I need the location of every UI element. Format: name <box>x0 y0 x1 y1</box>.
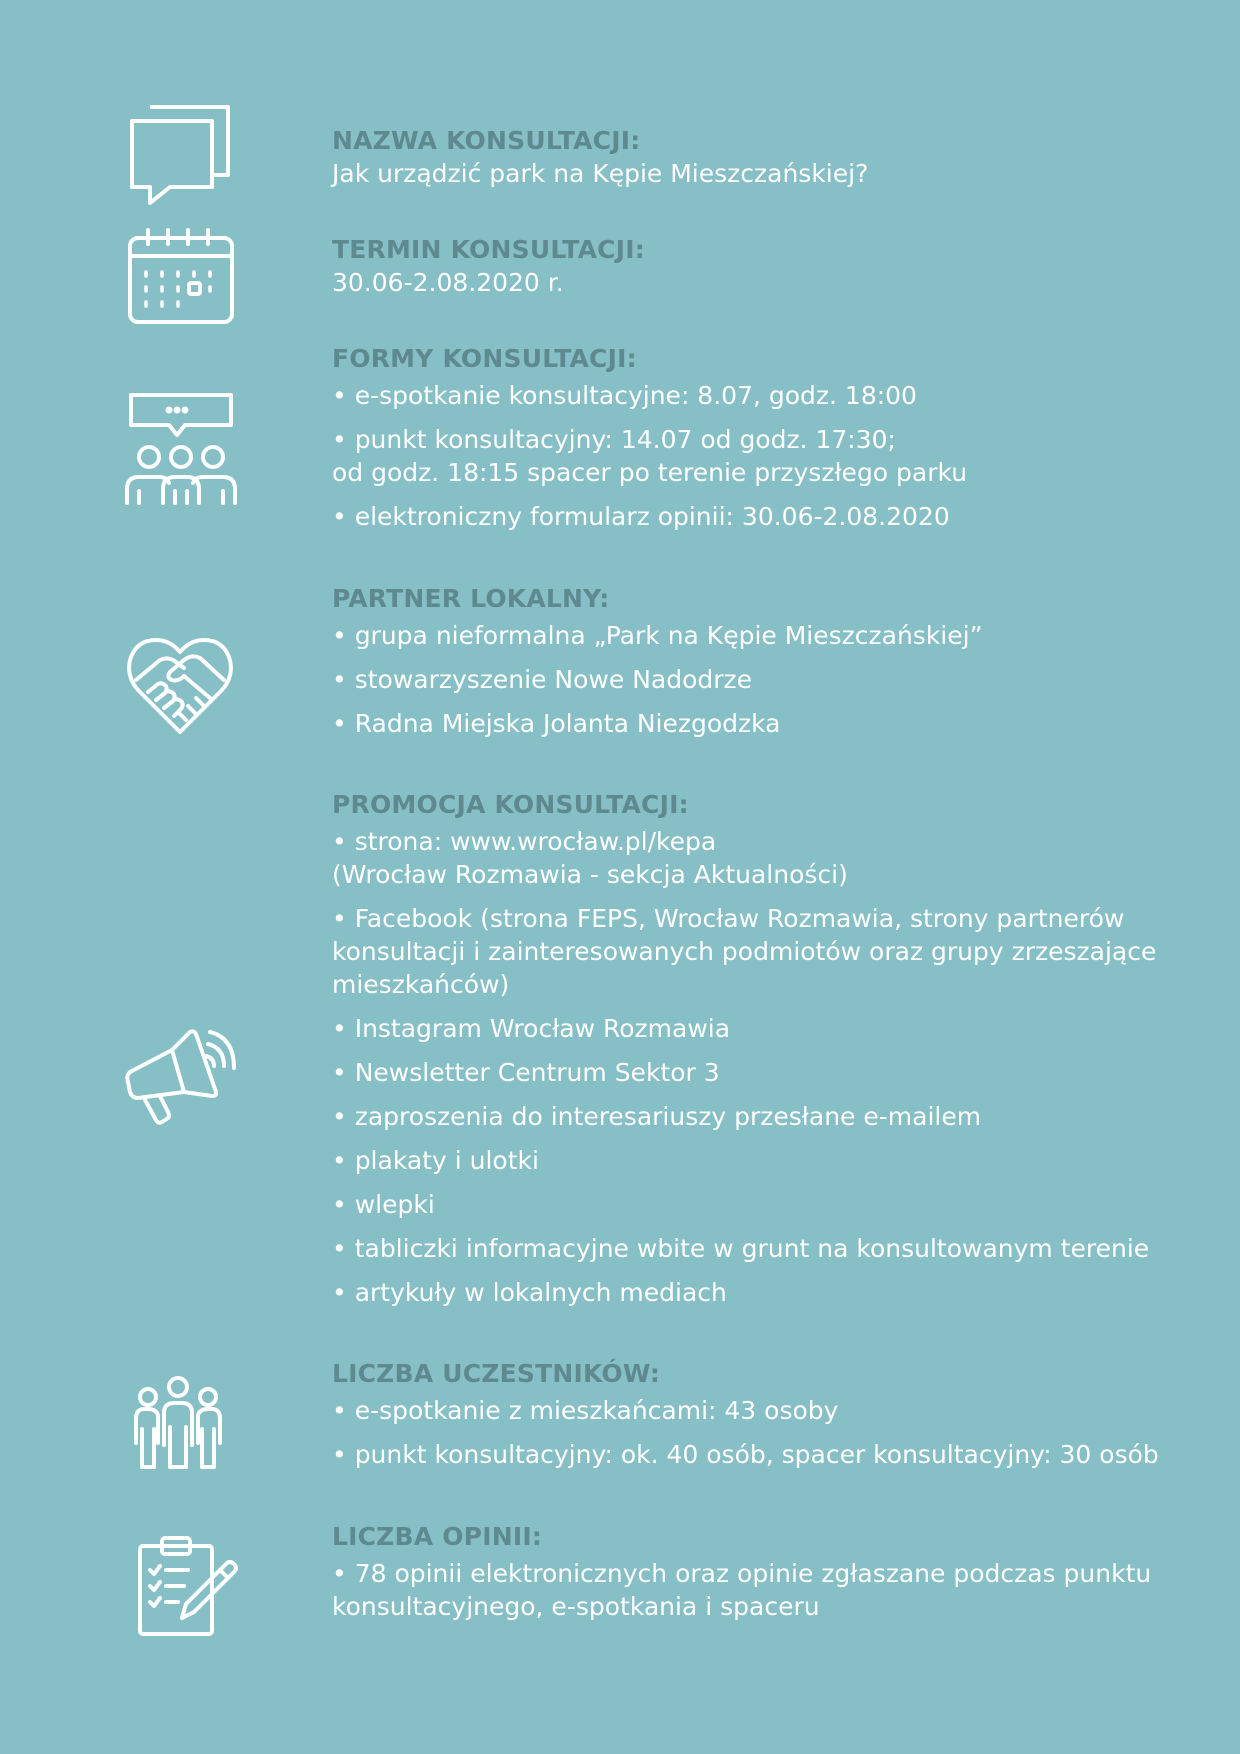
people-discussion-icon <box>125 393 237 505</box>
list-item <box>332 1394 1202 1427</box>
list-item <box>332 619 1202 652</box>
item-line: • e-spotkanie konsultacyjne: 8.07, godz. 18:00 <box>332 381 917 410</box>
item-line: • Radna Miejska Jolanta Niezgodzka <box>332 709 781 738</box>
list-item <box>332 1438 1202 1471</box>
section-heading: PROMOCJA KONSULTACJI: <box>332 790 689 819</box>
section-forms <box>332 342 1202 533</box>
item-line: od godz. 18:15 spacer po terenie przyszłego parku <box>332 458 968 487</box>
list-item <box>332 1232 1202 1265</box>
megaphone-icon <box>124 1028 238 1128</box>
item-line: • artykuły w lokalnych mediach <box>332 1278 727 1307</box>
list-item <box>332 1276 1202 1309</box>
item-line: • grupa nieformalna „Park na Kępie Mieszczańskiej” <box>332 621 983 650</box>
list-item <box>332 1144 1202 1177</box>
item-line: • strona: www.wrocław.pl/kepa <box>332 827 717 856</box>
section-heading: LICZBA UCZESTNIKÓW: <box>332 1359 661 1388</box>
section-name <box>332 124 1202 190</box>
list-item <box>332 902 1202 1001</box>
section-heading: FORMY KONSULTACJI: <box>332 344 637 373</box>
section-heading: NAZWA KONSULTACJI: <box>332 126 641 155</box>
item-line: konsultacyjnego, e-spotkania i spaceru <box>332 1592 820 1621</box>
item-line: mieszkańców) <box>332 970 510 999</box>
list-item <box>332 663 1202 696</box>
section-promotion <box>332 788 1202 1309</box>
section-heading: LICZBA OPINII: <box>332 1522 543 1551</box>
speech-bubbles-icon <box>128 105 232 209</box>
list-item <box>332 1056 1202 1089</box>
consultation-term: 30.06-2.08.2020 r. <box>332 268 564 297</box>
group-people-icon <box>132 1375 224 1469</box>
item-line: • 78 opinii elektronicznych oraz opinie zgłaszane podczas punktu <box>332 1559 1152 1588</box>
list-item <box>332 1012 1202 1045</box>
item-line: konsultacji i zainteresowanych podmiotów oraz grupy zrzeszające <box>332 937 1157 966</box>
item-line: • e-spotkanie z mieszkańcami: 43 osoby <box>332 1396 839 1425</box>
list-item <box>332 1188 1202 1221</box>
item-line: • Instagram Wrocław Rozmawia <box>332 1014 731 1043</box>
item-line: • tabliczki informacyjne wbite w grunt na konsultowanym terenie <box>332 1234 1150 1263</box>
item-line: • wlepki <box>332 1190 435 1219</box>
list-item <box>332 707 1202 740</box>
section-opinions <box>332 1520 1202 1623</box>
list-item <box>332 1100 1202 1133</box>
clipboard-checklist-icon <box>138 1536 238 1636</box>
heart-handshake-icon <box>126 636 234 736</box>
consultation-name: Jak urządzić park na Kępie Mieszczańskiej? <box>332 159 869 188</box>
item-line: • punkt konsultacyjny: ok. 40 osób, spacer konsultacyjny: 30 osób <box>332 1440 1159 1469</box>
section-term <box>332 233 1202 299</box>
section-heading: TERMIN KONSULTACJI: <box>332 235 645 264</box>
section-heading: PARTNER LOKALNY: <box>332 584 610 613</box>
item-line: • Newsletter Centrum Sektor 3 <box>332 1058 720 1087</box>
item-line: • elektroniczny formularz opinii: 30.06-2.08.2020 <box>332 502 950 531</box>
item-line: • stowarzyszenie Nowe Nadodrze <box>332 665 753 694</box>
list-item <box>332 500 1202 533</box>
list-item <box>332 423 1202 489</box>
item-line: • Facebook (strona FEPS, Wrocław Rozmawia, strony partnerów <box>332 904 1125 933</box>
section-partner <box>332 582 1202 740</box>
calendar-icon <box>128 228 234 324</box>
section-participants <box>332 1357 1202 1471</box>
list-item <box>332 1557 1202 1623</box>
list-item <box>332 379 1202 412</box>
item-line: (Wrocław Rozmawia - sekcja Aktualności) <box>332 860 848 889</box>
item-line: • plakaty i ulotki <box>332 1146 539 1175</box>
list-item <box>332 825 1202 891</box>
item-line: • zaproszenia do interesariuszy przesłane e-mailem <box>332 1102 982 1131</box>
item-line: • punkt konsultacyjny: 14.07 od godz. 17:30; <box>332 425 896 454</box>
